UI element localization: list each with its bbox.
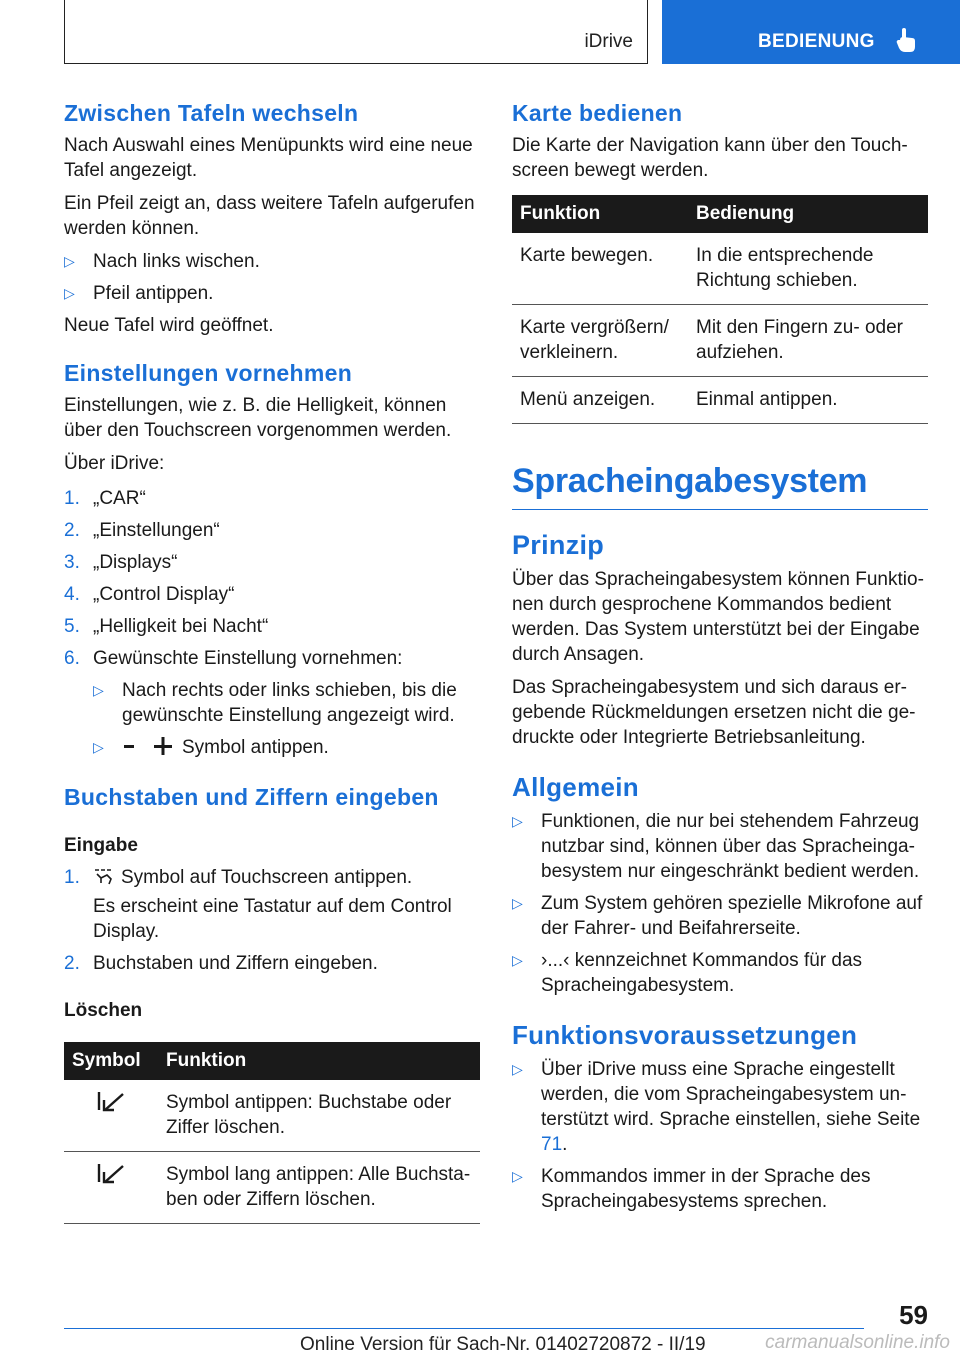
heading-einstellungen: Einstellungen vornehmen: [64, 360, 353, 386]
subheading-eingabe: Eingabe: [64, 835, 138, 856]
bullet-item: ▷ Funktionen, die nur bei stehendem Fahrzeug nutzbar sind, können über das Spracheingabesystem nur eingeschränkt bedient werden.: [512, 811, 920, 882]
header-section-box: [662, 0, 960, 64]
keyboard-touch-icon: [93, 867, 115, 885]
heading-allgemein: Allgemein: [512, 772, 639, 802]
step-item: 2. Buchstaben und Ziffern eingeben.: [64, 953, 378, 974]
page-number: 59: [899, 1300, 928, 1330]
map-table: [512, 195, 928, 424]
hand-pointer-icon: [896, 26, 918, 54]
bullet-arrow-icon: ▷: [64, 285, 75, 301]
table-row: Menü anzeigen. Einmal antippen.: [512, 377, 928, 424]
backspace-icon: [97, 1162, 125, 1184]
step-item: 5. „Helligkeit bei Nacht“: [64, 616, 269, 637]
sub-bullet: ▷ Symbol antippen.: [93, 737, 329, 758]
col-header-symbol: Symbol: [64, 1042, 158, 1080]
heading-funktionsvoraussetzungen: Funktionsvoraussetzungen: [512, 1020, 858, 1050]
right-column: [512, 100, 928, 1221]
backspace-icon: [97, 1090, 125, 1112]
bullet-arrow-icon: ▷: [512, 952, 523, 968]
minus-plus-icon: [122, 737, 176, 755]
bullet-arrow-icon: ▷: [512, 1168, 523, 1184]
heading-buchstaben: Buchstaben und Ziffern eingeben: [64, 784, 439, 810]
para: Über iDrive:: [64, 453, 165, 474]
para: Einstellungen, wie z. B. die Helligkeit, können über den Touchscreen vorgenommen werden.: [64, 395, 452, 441]
table-row: Symbol antippen: Buchstabe oder Ziffer löschen.: [64, 1080, 480, 1152]
col-header-bedienung: Bedienung: [688, 195, 928, 233]
bullet-item: ▷ Zum System gehören spezielle Mikrofone auf der Fahrer- und Beifahrerseite.: [512, 893, 923, 939]
para: Über das Spracheingabesystem können Funktionen durch gesprochene Kommandos bedient werden. Das System unterstützt bei der Eingabe durch Ansagen.: [512, 569, 924, 665]
bullet-arrow-icon: ▷: [64, 253, 75, 269]
para: Das Spracheingabesystem und sich daraus ergebende Rückmeldungen ersetzen nicht die gedruckte oder Integrierte Betriebsanleitung.: [512, 677, 916, 748]
table-row: Karte bewegen. In die entsprechende Richtung schieben.: [512, 233, 928, 305]
header-chapter-box: [64, 0, 648, 64]
col-header-funktion: Funktion: [512, 195, 688, 233]
bullet-item: ▷ ›...‹ kennzeichnet Kommandos für das Spracheingabesystem.: [512, 950, 863, 996]
step-item: 3. „Displays“: [64, 552, 178, 573]
subheading-loeschen: Löschen: [64, 1000, 143, 1021]
footer-online-version: Online Version für Sach-Nr. 01402720872 - II/19: [300, 1334, 706, 1355]
para: Ein Pfeil zeigt an, dass weitere Tafeln aufgerufen werden können.: [64, 193, 475, 239]
heading-spracheingabesystem: Spracheingabesystem: [512, 462, 868, 500]
step-item: 1. Symbol auf Touchscreen antippen.: [64, 867, 413, 888]
step-item: 1. „CAR“: [64, 488, 146, 509]
heading-rule: [512, 509, 928, 510]
para: Nach Auswahl eines Menüpunkts wird eine neue Tafel angezeigt.: [64, 135, 473, 181]
delete-table: [64, 1042, 480, 1224]
para: Neue Tafel wird geöffnet.: [64, 315, 274, 336]
bullet-item: ▷ Nach links wischen.: [64, 251, 260, 272]
heading-prinzip: Prinzip: [512, 530, 605, 560]
col-header-funktion: Funktion: [158, 1042, 480, 1080]
bullet-item: ▷ Über iDrive muss eine Sprache eingestellt werden, die vom Spracheingabesystem unterstützt wird. Sprache einstellen, siehe Seite 71.: [512, 1059, 921, 1155]
step-detail: Es erscheint eine Tastatur auf dem Control Display.: [93, 896, 452, 942]
step-item: 2. „Einstellungen“: [64, 520, 220, 541]
header-section: BEDIENUNG: [758, 31, 875, 52]
bullet-item: ▷ Kommandos immer in der Sprache des Spracheingabesystems sprechen.: [512, 1166, 871, 1212]
heading-karte: Karte bedienen: [512, 100, 683, 126]
table-row: Symbol lang antippen: Alle Buchstaben oder Ziffern löschen.: [64, 1152, 480, 1224]
heading-tafeln: Zwischen Tafeln wechseln: [64, 100, 359, 126]
para: Die Karte der Navigation kann über den Touchscreen bewegt werden.: [512, 135, 908, 181]
watermark: carmanualsonline.info: [765, 1332, 950, 1353]
left-column: [64, 100, 480, 1224]
header-chapter: iDrive: [584, 31, 633, 52]
table-row: Karte vergrößern/ verkleinern. Mit den Fingern zu- oder aufziehen.: [512, 305, 928, 377]
bullet-arrow-icon: ▷: [512, 895, 523, 911]
step-item: 4. „Control Display“: [64, 584, 235, 605]
bullet-arrow-icon: ▷: [512, 1061, 523, 1077]
bullet-arrow-icon: ▷: [93, 682, 104, 698]
page-link[interactable]: 71: [541, 1134, 563, 1155]
bullet-item: ▷ Pfeil antippen.: [64, 283, 214, 304]
sub-bullet: ▷ Nach rechts oder links schieben, bis die gewünschte Einstellung angezeigt wird.: [93, 680, 457, 726]
footer-rule: [64, 1328, 864, 1329]
bullet-arrow-icon: ▷: [512, 813, 523, 829]
step-item: 6. Gewünschte Einstellung vornehmen:: [64, 648, 403, 669]
bullet-arrow-icon: ▷: [93, 739, 104, 755]
